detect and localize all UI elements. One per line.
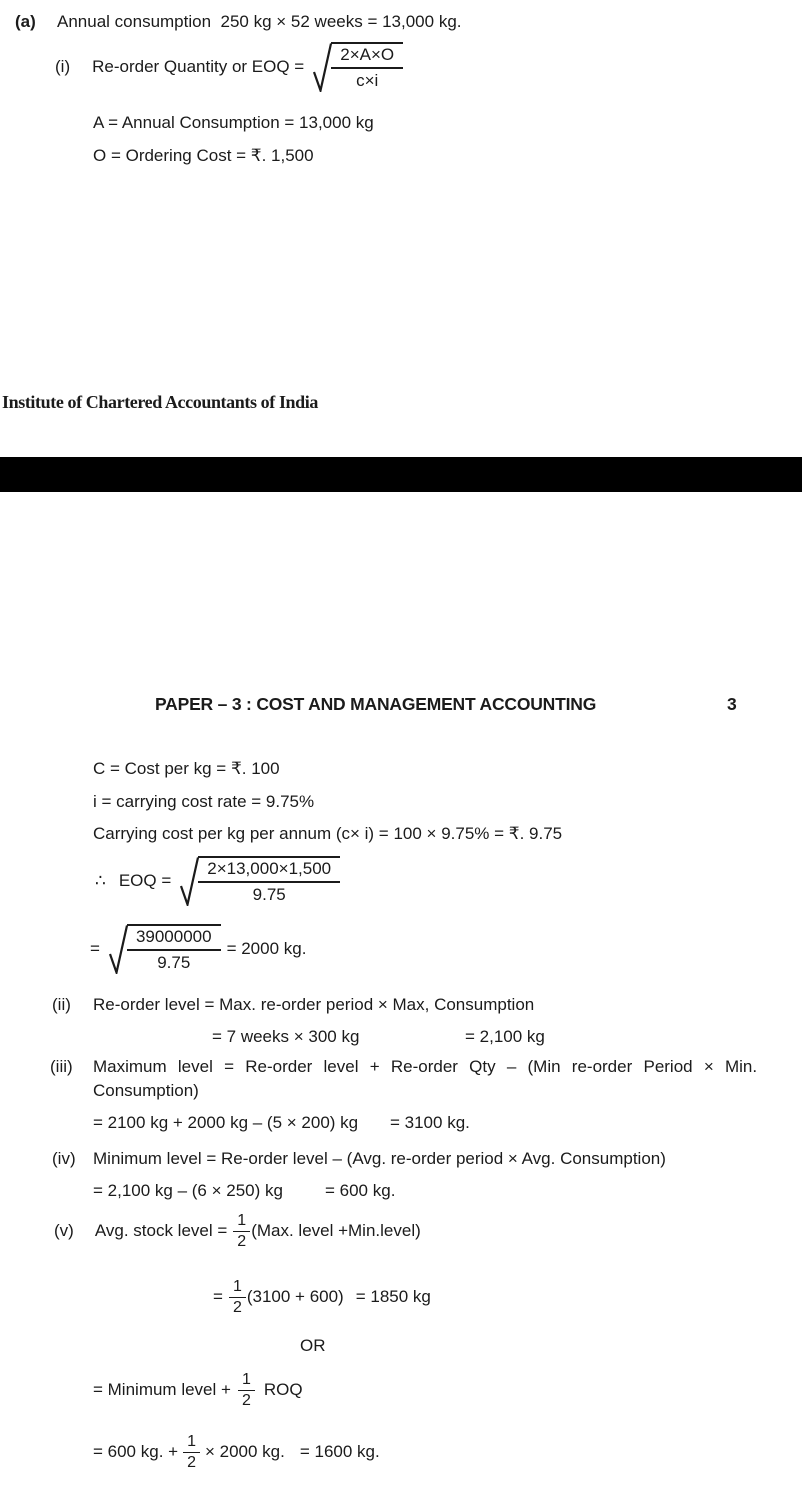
minimum-level-line: Minimum level = Re-order level – (Avg. re-order period × Avg. Consumption)	[93, 1149, 666, 1168]
fraction-numerator: 1	[183, 1433, 200, 1453]
c-definition-line: C = Cost per kg = ₹. 100	[93, 759, 280, 778]
half-fraction	[229, 1278, 246, 1317]
therefore-symbol: ∴	[95, 871, 106, 890]
alt-formula-lead: = Minimum level +	[93, 1380, 231, 1400]
avg-stock-calc-row	[213, 1278, 431, 1317]
fraction-denominator: 2	[232, 1298, 242, 1316]
alt-formula-tail: ROQ	[263, 1380, 303, 1400]
item-a-label: (a)	[15, 12, 36, 31]
avg-stock-calc-values: (3100 + 600)	[246, 1287, 344, 1307]
fraction-denominator: 2	[187, 1453, 196, 1471]
fraction-numerator: 2×A×O	[331, 44, 403, 69]
or-separator: OR	[300, 1336, 326, 1355]
page-number: 3	[727, 694, 737, 714]
o-definition-line: O = Ordering Cost = ₹. 1,500	[93, 146, 314, 165]
reorder-level-line: Re-order level = Max. re-order period × Max, Consumption	[93, 995, 535, 1014]
fraction-numerator: 1	[238, 1371, 255, 1391]
eoq-definition-sqrt	[313, 42, 403, 92]
eoq-result-value: = 2000 kg.	[226, 939, 307, 958]
fraction-numerator: 2×13,000×1,500	[198, 858, 340, 883]
fraction-numerator: 1	[229, 1278, 246, 1298]
reorder-level-calc: = 7 weeks × 300 kg	[212, 1027, 360, 1046]
radical-sign-icon	[109, 924, 129, 974]
fraction-numerator: 39000000	[127, 926, 221, 951]
i-definition-line: i = carrying cost rate = 9.75%	[93, 792, 315, 811]
eoq-result-row	[90, 924, 306, 974]
carrying-cost-line: Carrying cost per kg per annum (c× i) = 100 × 9.75% = ₹. 9.75	[93, 824, 563, 843]
fraction-denominator: 2	[241, 1391, 251, 1409]
half-fraction	[233, 1212, 250, 1251]
avg-stock-level-row	[54, 1212, 421, 1251]
eoq-calc-lead: EOQ =	[118, 871, 172, 890]
alt-calc-lead: = 600 kg. +	[93, 1442, 179, 1462]
minimum-level-calc: = 2,100 kg – (6 × 250) kg	[93, 1181, 283, 1200]
eoq-definition-row	[55, 42, 403, 92]
maximum-level-line2: Consumption)	[93, 1081, 199, 1100]
annual-consumption-line: Annual consumption 250 kg × 52 weeks = 13,000 kg.	[57, 12, 462, 31]
maximum-level-calc: = 2100 kg + 2000 kg – (5 × 200) kg	[93, 1113, 359, 1132]
avg-stock-calc-result: = 1850 kg	[355, 1287, 431, 1307]
item-iii-label: (iii)	[50, 1057, 73, 1076]
radical-sign-icon	[180, 856, 200, 906]
minimum-level-result: = 600 kg.	[325, 1181, 396, 1200]
fraction-denominator: 2	[237, 1232, 247, 1250]
alt-calc-result: = 1600 kg.	[299, 1442, 380, 1462]
equals-sign: =	[90, 939, 100, 958]
maximum-level-result: = 3100 kg.	[390, 1113, 470, 1132]
page-title: PAPER – 3 : COST AND MANAGEMENT ACCOUNTING	[155, 694, 597, 714]
a-definition-line: A = Annual Consumption = 13,000 kg	[93, 113, 374, 132]
eoq-definition-fraction	[331, 42, 403, 92]
page-separator-bar	[0, 457, 802, 492]
item-iv-label: (iv)	[52, 1149, 76, 1168]
fraction-denominator: 9.75	[252, 885, 286, 904]
institute-watermark: Institute of Chartered Accountants of India	[2, 392, 318, 412]
eoq-calc-sqrt	[180, 856, 340, 906]
eoq-result-sqrt	[109, 924, 221, 974]
item-ii-label: (ii)	[52, 995, 71, 1014]
eoq-definition-lead: Re-order Quantity or EOQ =	[92, 57, 305, 76]
alt-calc-mid: × 2000 kg.	[204, 1442, 285, 1462]
fraction-denominator: c×i	[356, 71, 379, 90]
eoq-calculation-row	[95, 856, 340, 906]
half-fraction	[183, 1433, 200, 1472]
alt-calc-row	[93, 1433, 380, 1472]
eoq-calc-fraction	[198, 856, 340, 906]
fraction-numerator: 1	[233, 1212, 250, 1232]
maximum-level-line1: Maximum level = Re-order level + Re-order Qty – (Min re-order Period × Min.	[93, 1057, 758, 1076]
reorder-level-result: = 2,100 kg	[465, 1027, 545, 1046]
alt-formula-row	[93, 1371, 303, 1410]
half-fraction	[238, 1371, 255, 1410]
item-v-label: (v)	[54, 1221, 74, 1241]
avg-stock-tail: (Max. level +Min.level)	[251, 1221, 421, 1241]
equals-sign: =	[213, 1287, 223, 1307]
eoq-result-fraction	[127, 924, 221, 974]
fraction-denominator: 9.75	[157, 953, 191, 972]
radical-sign-icon	[313, 42, 333, 92]
item-i-label: (i)	[55, 57, 71, 76]
avg-stock-lead: Avg. stock level =	[94, 1221, 228, 1241]
